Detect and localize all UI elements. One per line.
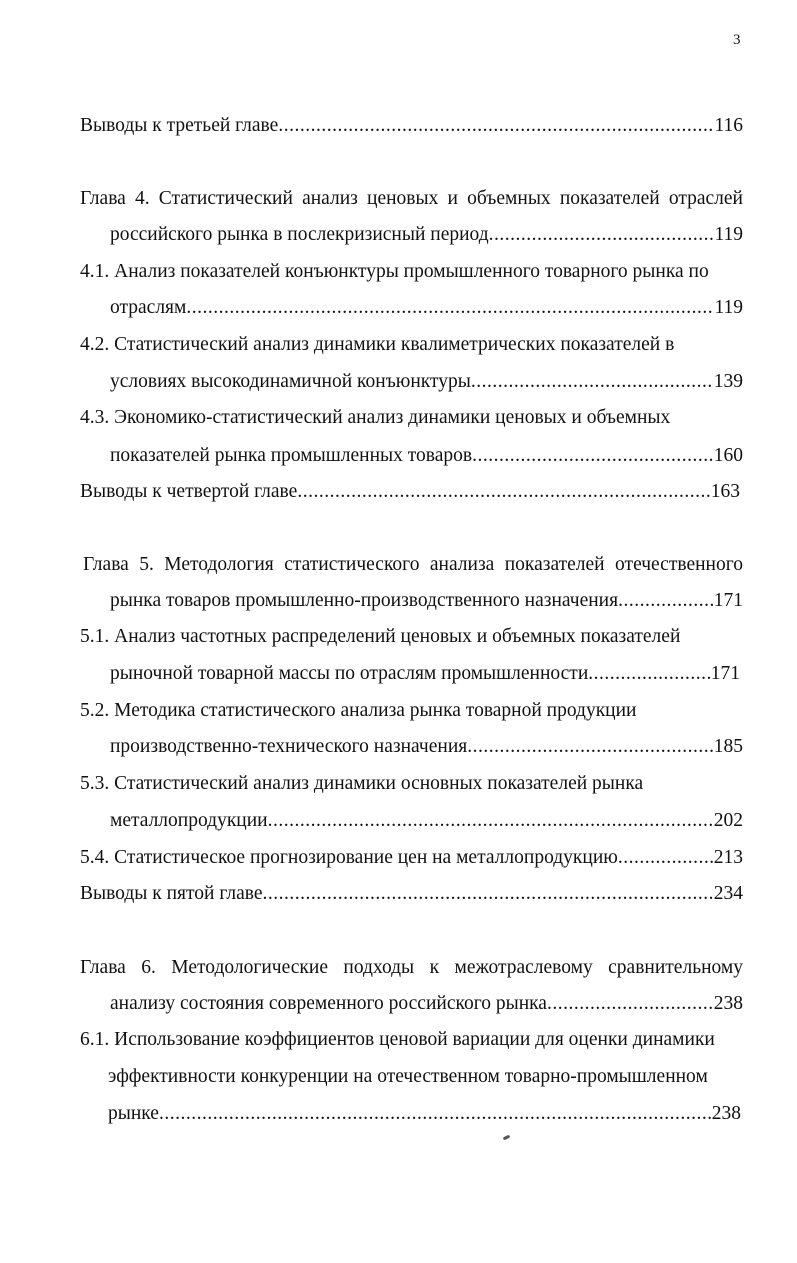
toc-entry-title: Выводы к пятой главе — [80, 883, 263, 904]
toc-entry-title: эффективности конкуренции на отечественном товарно-промышленном — [108, 1066, 708, 1087]
toc-section-5-2-line2 — [110, 731, 743, 763]
scan-smudge-mark — [503, 1135, 511, 1141]
toc-entry-title: 5.2. Методика статистического анализа рынка товарной продукции — [80, 700, 637, 721]
toc-page-number: 160 — [713, 445, 743, 466]
toc-dot-leader — [471, 366, 714, 398]
toc-page-number: 171 — [710, 663, 740, 684]
toc-section-4-1-line2 — [110, 292, 743, 324]
toc-dot-leader — [263, 878, 714, 910]
toc-dot-leader — [186, 292, 714, 324]
toc-entry-title: Глава 6. Методологические подходы к межотраслевому сравнительному — [80, 957, 743, 978]
toc-section-4-2-line1 — [80, 329, 743, 361]
toc-entry-title: 4.1. Анализ показателей конъюнктуры промышленного товарного рынка по — [80, 261, 709, 282]
toc-section-5-3-line2 — [110, 805, 743, 837]
toc-section-4-1-line1 — [80, 256, 743, 288]
toc-dot-leader — [489, 219, 715, 251]
toc-chapter-4-line2 — [110, 219, 743, 251]
toc-page-number: 185 — [713, 736, 743, 757]
toc-chapter-4-line1 — [80, 183, 743, 215]
toc-entry-title: Выводы к четвертой главе — [80, 481, 298, 502]
toc-section-4-3-line1 — [80, 402, 743, 434]
toc-entry-title: 4.2. Статистический анализ динамики квалиметрических показателей в — [80, 334, 675, 355]
toc-page-number: 202 — [713, 810, 743, 831]
toc-page-number: 238 — [713, 993, 743, 1014]
toc-dot-leader — [588, 658, 710, 690]
toc-section-5-3-line1 — [80, 768, 743, 800]
toc-dot-leader — [297, 476, 710, 508]
toc-dot-leader — [472, 440, 714, 472]
toc-page-number: 119 — [714, 224, 743, 245]
toc-chapter-6-line2 — [110, 988, 743, 1020]
toc-section-4-2-line2 — [110, 366, 743, 398]
toc-page-number: 213 — [713, 847, 743, 868]
toc-dot-leader — [547, 988, 714, 1020]
toc-entry-title: 5.3. Статистический анализ динамики основных показателей рынка — [80, 773, 644, 794]
toc-section-6-1-line3 — [108, 1098, 741, 1130]
toc-entry-title: 4.3. Экономико-статистический анализ динамики ценовых и объемных — [80, 407, 671, 428]
toc-page-number: 119 — [714, 297, 743, 318]
toc-entry-title: 5.4. Статистическое прогнозирование цен на металлопродукцию — [80, 847, 618, 868]
toc-entry-title: отраслям — [110, 297, 187, 318]
toc-entry-conclusions-ch4 — [80, 476, 740, 508]
toc-entry-title: Выводы к третьей главе — [80, 115, 279, 136]
toc-entry-title: рыночной товарной массы по отраслям промышленности — [110, 663, 589, 684]
toc-page-number: 116 — [714, 115, 743, 136]
toc-entry-title: производственно-технического назначения — [110, 736, 468, 757]
toc-entry-title: рынка товаров промышленно-производственного назначения — [110, 590, 619, 611]
toc-entry-conclusions-ch3 — [80, 110, 743, 142]
toc-entry-title: Глава 5. Методология статистического анализа показателей отечественного — [83, 554, 743, 575]
toc-section-6-1-line2 — [108, 1061, 743, 1093]
toc-dot-leader — [618, 585, 714, 617]
toc-section-4-3-line2 — [110, 440, 743, 472]
toc-chapter-6-line1 — [80, 952, 743, 984]
toc-page-number: 171 — [713, 590, 743, 611]
toc-dot-leader — [278, 110, 714, 142]
toc-entry-title: Глава 4. Статистический анализ ценовых и объемных показателей отраслей — [80, 188, 743, 209]
toc-section-5-4 — [80, 842, 743, 874]
toc-chapter-5-line1 — [83, 549, 743, 581]
toc-page-number: 139 — [713, 371, 743, 392]
toc-section-5-1-line1 — [80, 621, 743, 653]
toc-dot-leader — [467, 731, 714, 763]
toc-entry-title: условиях высокодинамичной конъюнктуры — [110, 371, 471, 392]
toc-entry-conclusions-ch5 — [80, 878, 743, 910]
toc-chapter-5-line2 — [110, 585, 743, 617]
toc-entry-title: анализу состояния современного российского рынка — [110, 993, 547, 1014]
toc-dot-leader — [268, 805, 714, 837]
toc-page-number: 163 — [710, 481, 740, 502]
toc-entry-title: рынке — [108, 1103, 159, 1124]
toc-dot-leader — [159, 1098, 712, 1130]
toc-entry-title: 6.1. Использование коэффициентов ценовой вариации для оценки динамики — [80, 1029, 715, 1050]
toc-entry-title: 5.1. Анализ частотных распределений ценовых и объемных показателей — [80, 626, 681, 647]
toc-section-5-2-line1 — [80, 695, 743, 727]
toc-page-number: 234 — [713, 883, 743, 904]
toc-entry-title: российского рынка в послекризисный период — [110, 224, 489, 245]
toc-dot-leader — [618, 842, 714, 874]
toc-entry-title: металлопродукции — [110, 810, 268, 831]
toc-entry-title: показателей рынка промышленных товаров — [110, 445, 473, 466]
toc-section-6-1-line1 — [80, 1024, 743, 1056]
page-number: 3 — [733, 32, 741, 48]
toc-page-number: 238 — [711, 1103, 741, 1124]
toc-section-5-1-line2 — [110, 658, 740, 690]
